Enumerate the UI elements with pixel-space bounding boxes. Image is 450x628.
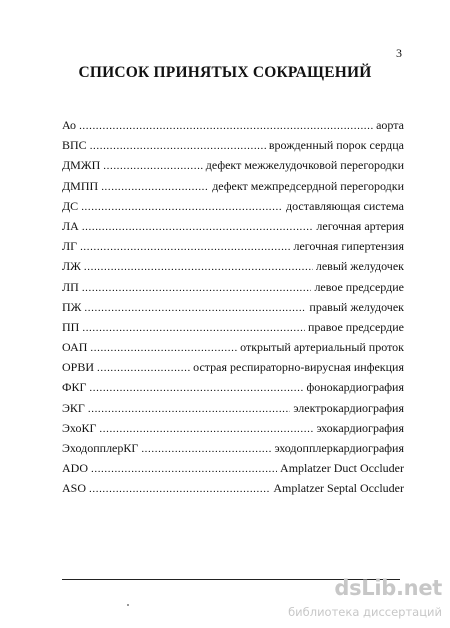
abbreviation-row (62, 179, 404, 199)
abbreviation-term: ДМЖП (62, 158, 101, 173)
abbreviation-row (62, 118, 404, 138)
dot-leader (84, 302, 306, 314)
abbreviation-row (62, 441, 404, 461)
abbreviation-row (62, 219, 404, 239)
dot-leader (80, 241, 290, 253)
abbreviation-term: ЛГ (62, 239, 78, 254)
abbreviation-row (62, 421, 404, 441)
abbreviation-row (62, 300, 404, 320)
abbreviation-row (62, 259, 404, 279)
dot-leader (97, 362, 190, 374)
abbreviation-row (62, 138, 404, 158)
abbreviation-description: правый желудочек (309, 299, 404, 314)
dot-leader (82, 322, 305, 334)
abbreviation-description: левый желудочек (315, 259, 404, 274)
abbreviation-term: ASO (62, 481, 87, 496)
abbreviation-description: острая респираторно-вирусная инфекция (193, 360, 404, 375)
abbreviation-term: ЭКГ (62, 400, 85, 415)
abbreviation-description: легочная артерия (316, 218, 404, 233)
abbreviation-row (62, 481, 404, 501)
dot-leader (84, 261, 313, 273)
dot-leader (90, 140, 266, 152)
abbreviation-description: Amplatzer Septal Occluder (273, 481, 404, 496)
abbreviation-term: ЛА (62, 218, 79, 233)
abbreviation-description: врожденный порок сердца (268, 138, 404, 153)
dot-leader (103, 160, 202, 172)
dot-leader (90, 342, 237, 354)
abbreviation-list (62, 118, 404, 502)
abbreviation-description: правое предсердие (308, 319, 404, 334)
abbreviation-term: ПЖ (62, 299, 82, 314)
abbreviation-term: ОАП (62, 340, 88, 355)
abbreviation-term: ЭходопплерКГ (62, 441, 139, 455)
page-number: 3 (396, 46, 402, 60)
watermark (288, 574, 446, 624)
abbreviation-row (62, 199, 404, 219)
abbreviation-description: эхокардиография (316, 420, 404, 435)
abbreviation-row (62, 239, 404, 259)
abbreviation-term: ФКГ (62, 380, 87, 395)
abbreviation-term: ОРВИ (62, 360, 95, 375)
abbreviation-description: аорта (376, 118, 404, 132)
dot-leader (141, 443, 271, 455)
dot-leader (99, 423, 313, 435)
watermark-brand: dsLib.net (334, 576, 442, 600)
dot-leader (79, 120, 373, 132)
dot-leader (89, 382, 303, 394)
abbreviation-term: ЭхоКГ (62, 420, 97, 435)
abbreviation-description: левое предсердие (314, 279, 404, 294)
dot-leader (89, 483, 270, 495)
abbreviation-description: электрокардиография (293, 400, 404, 415)
abbreviation-description: фонокардиография (306, 380, 404, 395)
watermark-subtitle: библиотека диссертаций (288, 605, 442, 619)
dot-leader (91, 463, 277, 475)
dot-leader (82, 282, 312, 294)
dot-leader (82, 221, 314, 233)
abbreviation-term: ПП (62, 319, 80, 334)
abbreviation-row (62, 320, 404, 340)
abbreviation-term: ЛЖ (62, 259, 81, 274)
dot-leader (88, 403, 291, 415)
abbreviation-row (62, 401, 404, 421)
abbreviation-description: открытый артериальный проток (240, 340, 404, 355)
abbreviation-description: легочная гипертензия (293, 239, 404, 254)
abbreviation-row (62, 280, 404, 300)
abbreviation-term: ADO (62, 461, 88, 476)
abbreviation-term: ЛП (62, 279, 79, 294)
abbreviation-row (62, 340, 404, 360)
abbreviation-row (62, 360, 404, 380)
abbreviation-description: Amplatzer Duct Occluder (280, 461, 404, 476)
abbreviation-description: доставляющая система (286, 198, 404, 213)
abbreviation-term: ДМПП (62, 178, 99, 193)
abbreviation-row (62, 461, 404, 481)
abbreviation-description: дефект межпредсердной перегородки (212, 178, 404, 193)
page-title: СПИСОК ПРИНЯТЫХ СОКРАЩЕНИЙ (78, 64, 372, 81)
abbreviation-term: Ао (62, 118, 77, 132)
dot-leader (81, 201, 283, 213)
abbreviation-description: эходопплеркардиография (274, 441, 404, 455)
abbreviation-row (62, 380, 404, 400)
abbreviation-term: ДС (62, 198, 79, 213)
abbreviation-row (62, 158, 404, 178)
scan-speck (127, 604, 129, 606)
dot-leader (101, 181, 209, 193)
abbreviation-term: ВПС (62, 138, 87, 153)
abbreviation-description: дефект межжелудочковой перегородки (205, 158, 404, 173)
